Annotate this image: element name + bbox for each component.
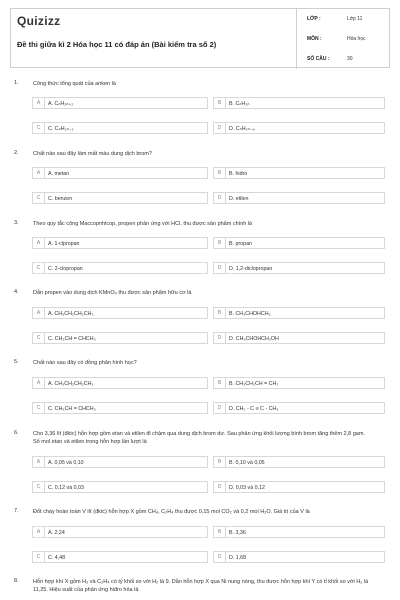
answer-option-a[interactable] [32, 237, 208, 249]
answer-option-d[interactable] [213, 262, 385, 274]
question-text: Dẫn propen vào dung dịch KMnO₄ thu được sản phẩm hữu cơ là [33, 290, 192, 296]
question-number: 8. [14, 578, 19, 584]
option-text: A. CH₃CH₂CH₂CH₃ [48, 310, 94, 317]
option-letter-badge: C [33, 333, 45, 343]
option-text: A. CₙH₂ₙ₊₂ [48, 100, 74, 107]
option-text: C. 2-clopropan [48, 265, 83, 272]
option-letter-badge: B [214, 98, 226, 108]
option-text: C. CₙH₂ₙ₋₂ [48, 125, 74, 132]
option-letter-badge: C [33, 482, 45, 492]
meta-label: LỚP : [307, 16, 321, 22]
option-text: B. CₙH₂ₙ [229, 100, 250, 107]
answer-option-a[interactable] [32, 526, 208, 538]
question-number: 4. [14, 289, 19, 295]
option-letter-badge: C [33, 263, 45, 273]
answer-option-c[interactable] [32, 262, 208, 274]
question-text: Đốt cháy hoàn toàn V lít (đktc) hỗn hợp X gồm CH₄, C₂H₄ thu được 0,15 mol CO₂ và 0,2 mol H₂O. Giá trị của V là [33, 509, 310, 515]
meta-value: Hóa học [347, 36, 366, 42]
meta-panel [296, 9, 391, 69]
meta-label: SỐ CÂU : [307, 56, 330, 62]
answer-option-b[interactable] [213, 97, 385, 109]
option-letter-badge: D [214, 193, 226, 203]
answer-option-c[interactable] [32, 551, 208, 563]
option-letter-badge: D [214, 333, 226, 343]
option-letter-badge: A [33, 527, 45, 537]
option-text: B. 3,36 [229, 529, 246, 536]
option-text: A. 2,24 [48, 529, 65, 536]
question-number: 7. [14, 508, 19, 514]
answer-option-c[interactable] [32, 332, 208, 344]
answer-option-a[interactable] [32, 167, 208, 179]
option-text: B. CH₃CHOHCH₃ [229, 310, 271, 317]
question-number: 3. [14, 220, 19, 226]
question-text: Chất nào sau đây làm mất màu dung dịch brom? [33, 151, 152, 157]
option-letter-badge: B [214, 527, 226, 537]
option-text: B. hidro [229, 170, 248, 177]
answer-option-a[interactable] [32, 377, 208, 389]
option-text: D. CH₃CHOHCH₂OH [229, 335, 279, 342]
option-letter-badge: D [214, 123, 226, 133]
option-text: D. 1,2-diclopropan [229, 265, 273, 272]
option-letter-badge: C [33, 403, 45, 413]
option-text: B. 0,10 và 0,05 [229, 459, 265, 466]
option-text: B. propan [229, 240, 252, 247]
question-number: 6. [14, 430, 19, 436]
option-text: A. metan [48, 170, 70, 177]
answer-option-d[interactable] [213, 192, 385, 204]
question-number: 2. [14, 150, 19, 156]
answer-option-c[interactable] [32, 122, 208, 134]
option-text: D. CₙH₂ₙ₋₆ [229, 125, 255, 132]
question-text: Hỗn hợp khí X gồm H₂ và C₂H₄ có tỷ khối so với H₂ là 9. Dẫn hỗn hợp X qua Ni nung nóng, thu được hỗn hợp khí Y có tỉ khối so với H₂ là 11,25. Hiệu suất của phản ứng hiđro hóa là [33, 579, 369, 593]
option-text: C. benzen [48, 195, 73, 202]
meta-label: MÔN : [307, 36, 322, 42]
answer-option-b[interactable] [213, 377, 385, 389]
option-text: C. CH₃CH = CHCH₃ [48, 335, 96, 342]
answer-option-c[interactable] [32, 402, 208, 414]
option-text: D. 1,68 [229, 554, 247, 561]
answer-option-c[interactable] [32, 192, 208, 204]
option-text: D. 0,03 và 0,12 [229, 484, 265, 491]
answer-option-a[interactable] [32, 97, 208, 109]
option-letter-badge: D [214, 552, 226, 562]
question-text: Chất nào sau đây có đồng phân hình học? [33, 360, 137, 366]
option-letter-badge: D [214, 482, 226, 492]
option-letter-badge: A [33, 457, 45, 467]
question-text: Công thức tổng quát của anken là [33, 81, 116, 87]
option-text: C. 4,48 [48, 554, 66, 561]
answer-option-b[interactable] [213, 456, 385, 468]
option-letter-badge: C [33, 123, 45, 133]
answer-option-d[interactable] [213, 122, 385, 134]
option-text: C. CH₃CH = CHCH₃ [48, 405, 96, 412]
answer-option-b[interactable] [213, 167, 385, 179]
option-text: C. 0,12 và 0,03 [48, 484, 84, 491]
option-letter-badge: C [33, 193, 45, 203]
answer-option-d[interactable] [213, 332, 385, 344]
option-letter-badge: B [214, 457, 226, 467]
option-text: A. CH₃CH₂CH₂CH₃ [48, 380, 94, 387]
worksheet-title: Đề thi giữa kì 2 Hóa học 11 có đáp án (Bài kiểm tra số 2) [17, 40, 217, 49]
answer-option-b[interactable] [213, 237, 385, 249]
answer-option-d[interactable] [213, 481, 385, 493]
question-text: Theo quy tắc cộng Maccopnhicop, propen phản ứng với HCl, thu được sản phẩm chính là [33, 221, 253, 227]
answer-option-b[interactable] [213, 307, 385, 319]
option-letter-badge: B [214, 378, 226, 388]
answer-option-b[interactable] [213, 526, 385, 538]
option-letter-badge: C [33, 552, 45, 562]
option-letter-badge: A [33, 168, 45, 178]
meta-value: Lớp 11 [347, 16, 363, 22]
meta-value: 30 [347, 56, 353, 62]
option-letter-badge: A [33, 98, 45, 108]
question-number: 1. [14, 80, 19, 86]
option-letter-badge: D [214, 263, 226, 273]
answer-option-d[interactable] [213, 551, 385, 563]
meta-row-subject [297, 29, 392, 49]
answer-option-a[interactable] [32, 456, 208, 468]
option-text: D. etilen [229, 195, 249, 202]
worksheet-header [10, 8, 390, 68]
option-text: D. CH₂ - C ≡ C - CH₃ [229, 405, 279, 412]
option-text: A. 1-clpropan [48, 240, 80, 247]
option-letter-badge: D [214, 403, 226, 413]
answer-option-a[interactable] [32, 307, 208, 319]
option-letter-badge: A [33, 308, 45, 318]
option-letter-badge: A [33, 378, 45, 388]
answer-option-c[interactable] [32, 481, 208, 493]
answer-option-d[interactable] [213, 402, 385, 414]
option-text: A. 0,05 và 0,10 [48, 459, 84, 466]
option-text: B. CH₃CH₂CH = CH₂ [229, 380, 279, 387]
option-letter-badge: B [214, 238, 226, 248]
option-letter-badge: B [214, 308, 226, 318]
question-number: 5. [14, 359, 19, 365]
question-text: Cho 3,36 lít (đktc) hỗn hợp gồm etan và etilen đi chậm qua dung dịch brom dư. Sau phản ứng khối lượng bình brom tăng thêm 2,8 gam. Số mol etan và etilen trong hỗn hợp lần lượt là [33, 431, 365, 445]
option-letter-badge: B [214, 168, 226, 178]
meta-row-count [297, 49, 392, 69]
option-letter-badge: A [33, 238, 45, 248]
meta-row-class [297, 9, 392, 29]
quizizz-logo: Quizizz [17, 14, 61, 28]
